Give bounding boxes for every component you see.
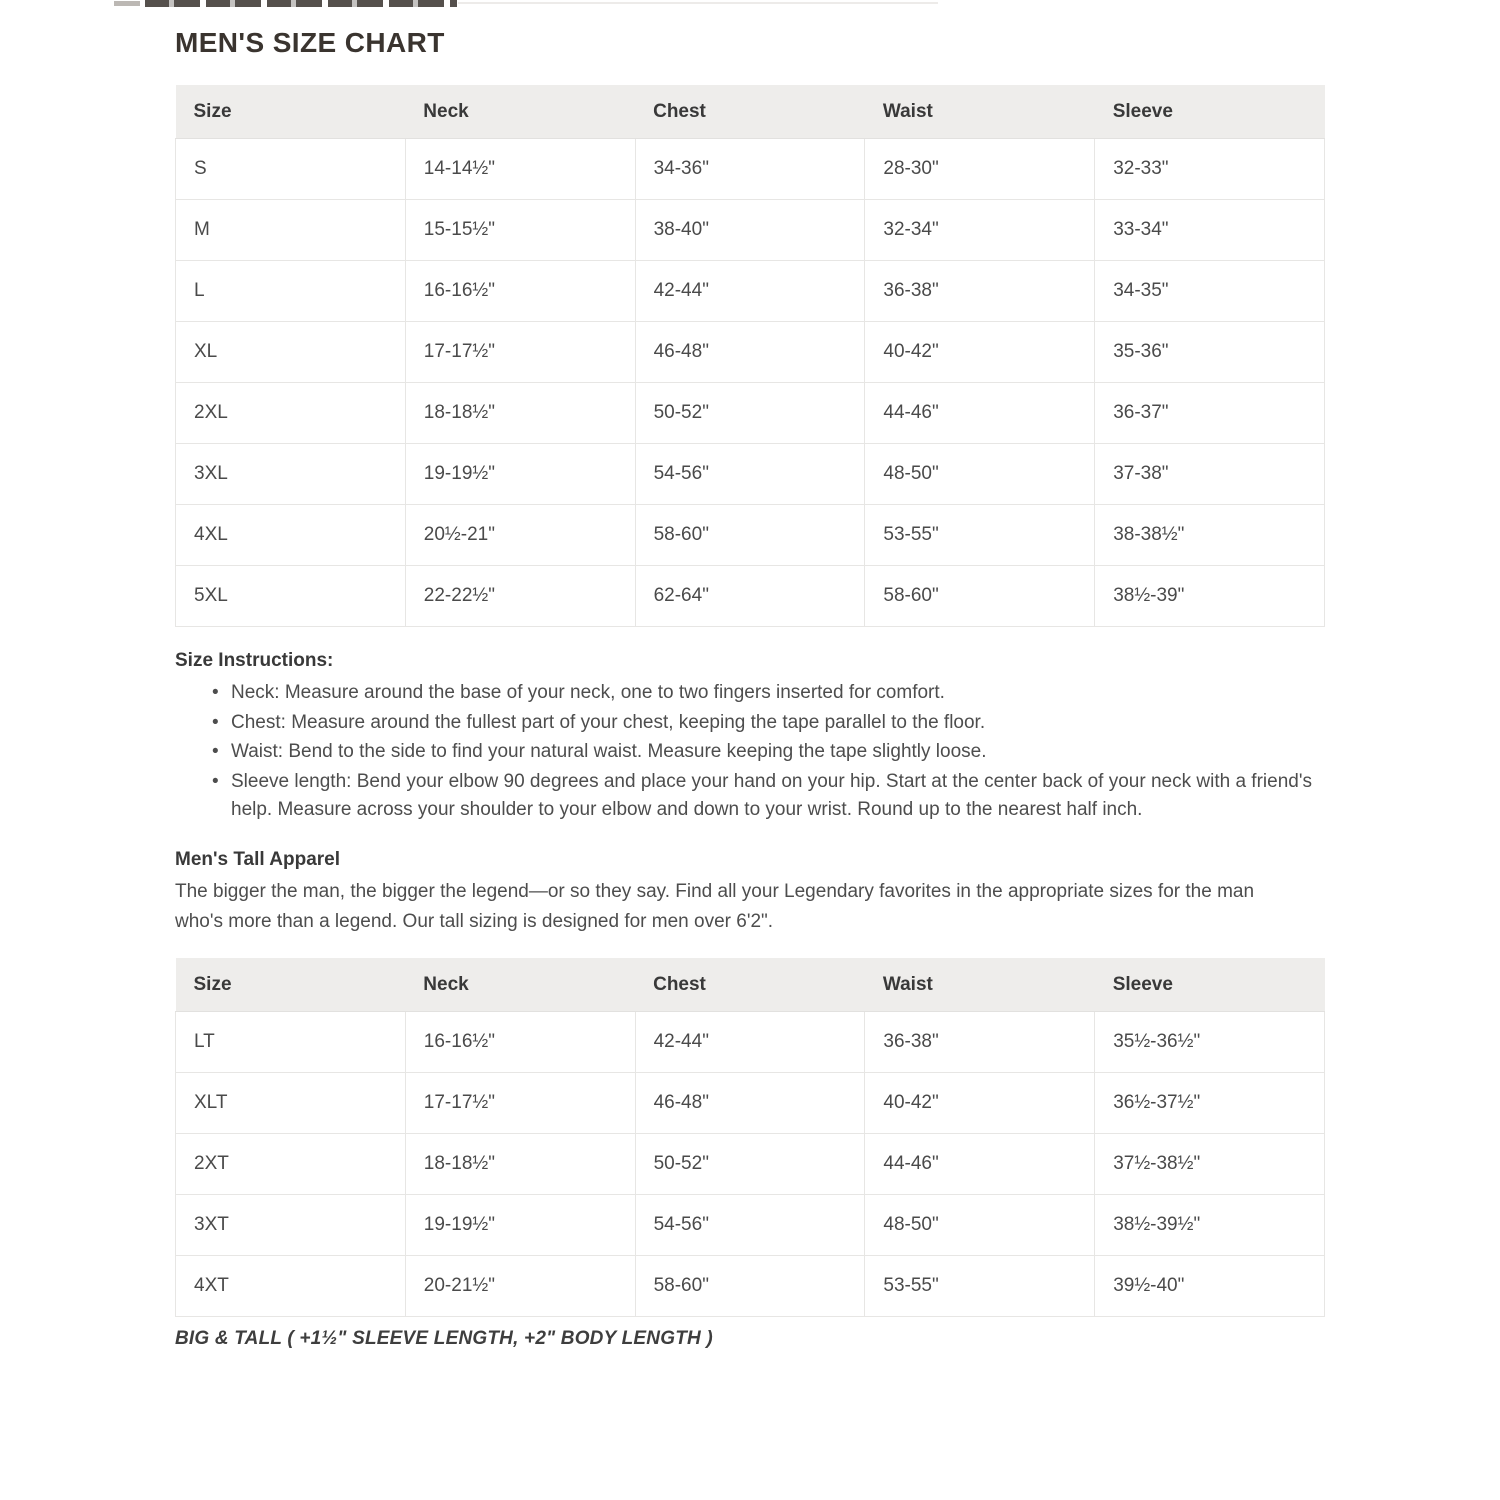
tall-apparel-paragraph: The bigger the man, the bigger the legend—or so they say. Find all your Legendary favorites in the appropriate sizes for the man who's more than a legend. Our tall sizing is designed for men over 6'2". <box>175 881 1255 932</box>
size-label-cell: S <box>176 139 406 200</box>
measurement-cell: 20½-21" <box>405 505 635 566</box>
measurement-cell: 58-60" <box>635 505 865 566</box>
measurement-cell: 40-42" <box>865 322 1095 383</box>
size-label-cell: 2XT <box>176 1134 406 1195</box>
measurement-cell: 15-15½" <box>405 200 635 261</box>
tall-apparel-heading: Men's Tall Apparel <box>175 849 340 870</box>
table-row <box>176 444 1325 505</box>
instruction-item: • Waist: Bend to the side to find your natural waist. Measure keeping the tape slightly loose. <box>211 738 1316 767</box>
measurement-cell: 39½-40" <box>1095 1256 1325 1317</box>
size-instructions-heading: Size Instructions: <box>175 650 334 671</box>
size-label-cell: M <box>176 200 406 261</box>
measurement-cell: 38-40" <box>635 200 865 261</box>
size-label-cell: XLT <box>176 1073 406 1134</box>
column-header-sleeve: Sleeve <box>1095 85 1325 139</box>
measurement-cell: 34-35" <box>1095 261 1325 322</box>
measurement-cell: 46-48" <box>635 322 865 383</box>
table-row <box>176 1012 1325 1073</box>
table-row <box>176 566 1325 627</box>
measurement-cell: 18-18½" <box>405 1134 635 1195</box>
measurement-cell: 46-48" <box>635 1073 865 1134</box>
measurement-cell: 54-56" <box>635 1195 865 1256</box>
header-row <box>176 958 1325 1012</box>
measurement-cell: 50-52" <box>635 1134 865 1195</box>
measurement-cell: 36-38" <box>865 1012 1095 1073</box>
measurement-cell: 17-17½" <box>405 1073 635 1134</box>
table-row <box>176 1256 1325 1317</box>
measurement-cell: 37½-38½" <box>1095 1134 1325 1195</box>
mens-size-table <box>175 85 1325 627</box>
column-header-size: Size <box>176 958 406 1012</box>
measurement-cell: 50-52" <box>635 383 865 444</box>
table-row <box>176 505 1325 566</box>
column-header-waist: Waist <box>865 958 1095 1012</box>
measurement-cell: 18-18½" <box>405 383 635 444</box>
measurement-cell: 37-38" <box>1095 444 1325 505</box>
measurement-cell: 44-46" <box>865 1134 1095 1195</box>
measurement-cell: 22-22½" <box>405 566 635 627</box>
measurement-cell: 17-17½" <box>405 322 635 383</box>
size-label-cell: LT <box>176 1012 406 1073</box>
measurement-cell: 32-33" <box>1095 139 1325 200</box>
measurement-cell: 28-30" <box>865 139 1095 200</box>
measurement-cell: 36-38" <box>865 261 1095 322</box>
measurement-cell: 33-34" <box>1095 200 1325 261</box>
table-row <box>176 383 1325 444</box>
instruction-item: • Chest: Measure around the fullest part of your chest, keeping the tape parallel to the floor. <box>211 709 1316 738</box>
cropped-text-fragment <box>145 0 457 7</box>
measurement-cell: 58-60" <box>865 566 1095 627</box>
table-row <box>176 1073 1325 1134</box>
table-row <box>176 322 1325 383</box>
measurement-cell: 38½-39" <box>1095 566 1325 627</box>
column-header-chest: Chest <box>635 85 865 139</box>
size-label-cell: 3XT <box>176 1195 406 1256</box>
column-header-neck: Neck <box>405 958 635 1012</box>
table-row <box>176 1195 1325 1256</box>
size-label-cell: 3XL <box>176 444 406 505</box>
measurement-cell: 53-55" <box>865 1256 1095 1317</box>
size-label-cell: 5XL <box>176 566 406 627</box>
column-header-chest: Chest <box>635 958 865 1012</box>
measurement-cell: 16-16½" <box>405 261 635 322</box>
size-label-cell: 4XT <box>176 1256 406 1317</box>
measurement-cell: 42-44" <box>635 261 865 322</box>
tall-size-table <box>175 958 1325 1317</box>
table-row <box>176 139 1325 200</box>
instruction-item: • Sleeve length: Bend your elbow 90 degrees and place your hand on your hip. Start at the center back of your neck with a friend's help. Measure across your shoulder to your elbow and down to your wrist. Round up to the nearest half inch. <box>211 768 1316 825</box>
measurement-cell: 48-50" <box>865 1195 1095 1256</box>
measurement-cell: 38½-39½" <box>1095 1195 1325 1256</box>
measurement-cell: 40-42" <box>865 1073 1095 1134</box>
column-header-waist: Waist <box>865 85 1095 139</box>
measurement-cell: 20-21½" <box>405 1256 635 1317</box>
instruction-item: • Neck: Measure around the base of your neck, one to two fingers inserted for comfort. <box>211 679 1316 708</box>
size-label-cell: 4XL <box>176 505 406 566</box>
measurement-cell: 48-50" <box>865 444 1095 505</box>
measurement-cell: 36½-37½" <box>1095 1073 1325 1134</box>
measurement-cell: 53-55" <box>865 505 1095 566</box>
measurement-cell: 44-46" <box>865 383 1095 444</box>
table-row <box>176 261 1325 322</box>
measurement-cell: 42-44" <box>635 1012 865 1073</box>
size-label-cell: 2XL <box>176 383 406 444</box>
column-header-neck: Neck <box>405 85 635 139</box>
measurement-cell: 16-16½" <box>405 1012 635 1073</box>
measurement-cell: 38-38½" <box>1095 505 1325 566</box>
measurement-cell: 19-19½" <box>405 1195 635 1256</box>
measurement-cell: 34-36" <box>635 139 865 200</box>
measurement-cell: 62-64" <box>635 566 865 627</box>
table-row <box>176 200 1325 261</box>
column-header-sleeve: Sleeve <box>1095 958 1325 1012</box>
size-instructions-list <box>211 679 1316 826</box>
size-label-cell: XL <box>176 322 406 383</box>
big-tall-footnote: BIG & TALL ( +1½" SLEEVE LENGTH, +2" BODY LENGTH ) <box>175 1328 713 1349</box>
column-header-size: Size <box>176 85 406 139</box>
table-row <box>176 1134 1325 1195</box>
measurement-cell: 36-37" <box>1095 383 1325 444</box>
measurement-cell: 54-56" <box>635 444 865 505</box>
measurement-cell: 19-19½" <box>405 444 635 505</box>
cropped-text-fragment-left <box>114 1 140 6</box>
header-row <box>176 85 1325 139</box>
measurement-cell: 14-14½" <box>405 139 635 200</box>
measurement-cell: 35-36" <box>1095 322 1325 383</box>
measurement-cell: 58-60" <box>635 1256 865 1317</box>
measurement-cell: 32-34" <box>865 200 1095 261</box>
size-label-cell: L <box>176 261 406 322</box>
page-title: MEN'S SIZE CHART <box>175 27 445 58</box>
measurement-cell: 35½-36½" <box>1095 1012 1325 1073</box>
cropped-rule-fragment <box>458 2 938 4</box>
